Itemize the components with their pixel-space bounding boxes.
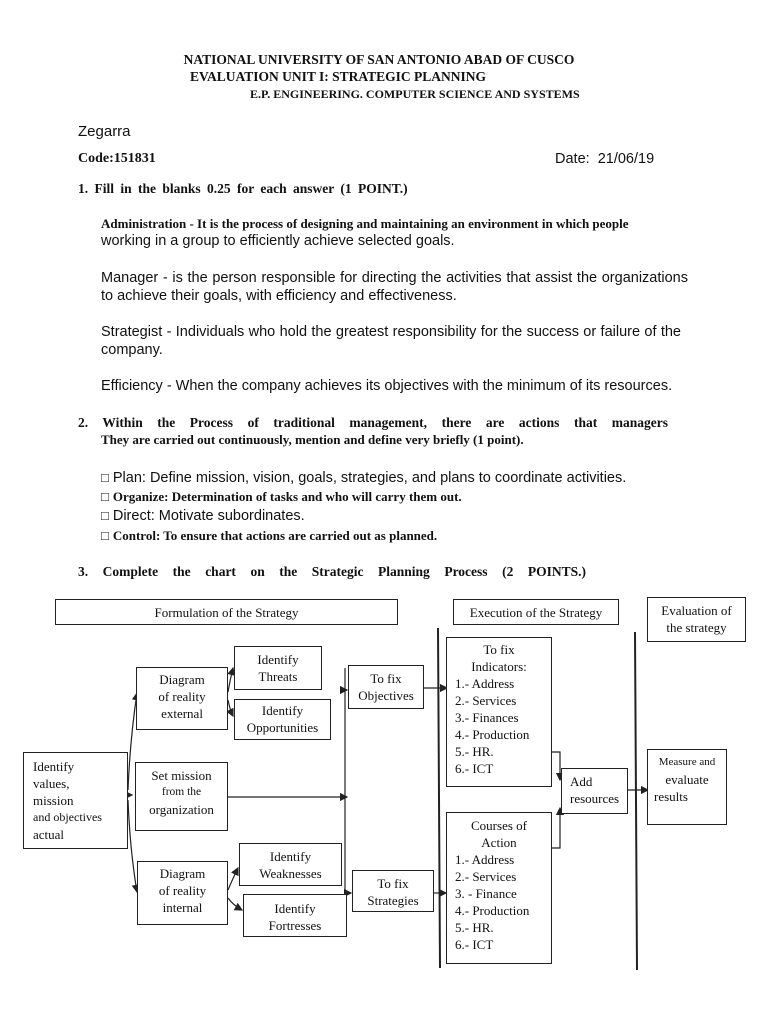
- administration-bold: Administration - It is the process of designing and maintaining an environment in which people: [101, 216, 629, 231]
- diagram-internal-box: Diagram of reality internal: [137, 861, 228, 925]
- definition-strategist: Strategist - Individuals who hold the greatest responsibility for the success or failure of the company.: [101, 324, 681, 358]
- administration-rest: working in a group to efficiently achieve selected goals.: [101, 233, 455, 249]
- fix-objectives-box: To fix Objectives: [348, 665, 424, 709]
- checkbox-icon: □: [101, 489, 109, 504]
- organize-text: Organize: Determination of tasks and who will carry them out.: [112, 489, 462, 504]
- student-name: Zegarra: [78, 123, 131, 140]
- checkbox-icon: □: [101, 508, 109, 523]
- question-1-title: 1. Fill in the blanks 0.25 for each answer (1 POINT.): [78, 181, 408, 196]
- execution-header: Execution of the Strategy: [453, 599, 619, 625]
- checkbox-icon: □: [101, 470, 109, 485]
- definition-manager: Manager - is the person responsible for directing the activities that assist the organizations to achieve their goals, with efficiency and effectiveness.: [101, 270, 688, 304]
- add-resources-box: Add resources: [561, 768, 628, 814]
- formulation-header: Formulation of the Strategy: [55, 599, 398, 625]
- definition-efficiency: Efficiency - When the company achieves its objectives with the minimum of its resources.: [101, 378, 673, 394]
- indicators-box: To fix Indicators: 1.- Address 2.- Services 3.- Finances 4.- Production 5.- HR. 6.- ICT: [446, 637, 552, 787]
- set-mission-box: Set mission from the organization: [135, 762, 228, 831]
- question-2-title-line-2: They are carried out continuously, mention and define very briefly (1 point).: [101, 432, 524, 447]
- measure-evaluate-box: Measure and evaluate results: [647, 749, 727, 825]
- courses-of-action-box: Courses of Action 1.- Address 2.- Services 3. - Finance 4.- Production 5.- HR. 6.- ICT: [446, 812, 552, 964]
- control-text: Control: To ensure that actions are carried out as planned.: [112, 528, 438, 543]
- identify-opportunities-box: Identify Opportunities: [234, 699, 331, 740]
- question-3-title: 3. Complete the chart on the Strategic Planning Process (2 POINTS.): [78, 564, 586, 579]
- direct-text: Direct: Motivate subordinates.: [112, 508, 305, 524]
- header-line-3: E.P. ENGINEERING. COMPUTER SCIENCE AND SYSTEMS: [250, 87, 580, 101]
- identify-fortresses-box: Identify Fortresses: [243, 894, 347, 937]
- diagram-external-box: Diagram of reality external: [136, 667, 228, 730]
- exam-date: Date: 21/06/19: [555, 151, 655, 167]
- header-line-2: EVALUATION UNIT I: STRATEGIC PLANNING: [190, 69, 487, 84]
- question-2-title-line-1: 2. Within the Process of traditional management, there are actions that managers: [78, 415, 668, 430]
- identify-threats-box: Identify Threats: [234, 646, 322, 690]
- identify-values-box: Identify values, mission and objectives actual: [23, 752, 128, 849]
- header-line-1: NATIONAL UNIVERSITY OF SAN ANTONIO ABAD OF CUSCO: [183, 52, 575, 67]
- student-code: Code:151831: [78, 151, 156, 166]
- evaluation-header: Evaluation of the strategy: [647, 597, 746, 642]
- identify-weaknesses-box: Identify Weaknesses: [239, 843, 342, 886]
- plan-text: Plan: Define mission, vision, goals, strategies, and plans to coordinate activities.: [112, 470, 627, 486]
- checkbox-icon: □: [101, 528, 109, 543]
- fix-strategies-box: To fix Strategies: [352, 870, 434, 912]
